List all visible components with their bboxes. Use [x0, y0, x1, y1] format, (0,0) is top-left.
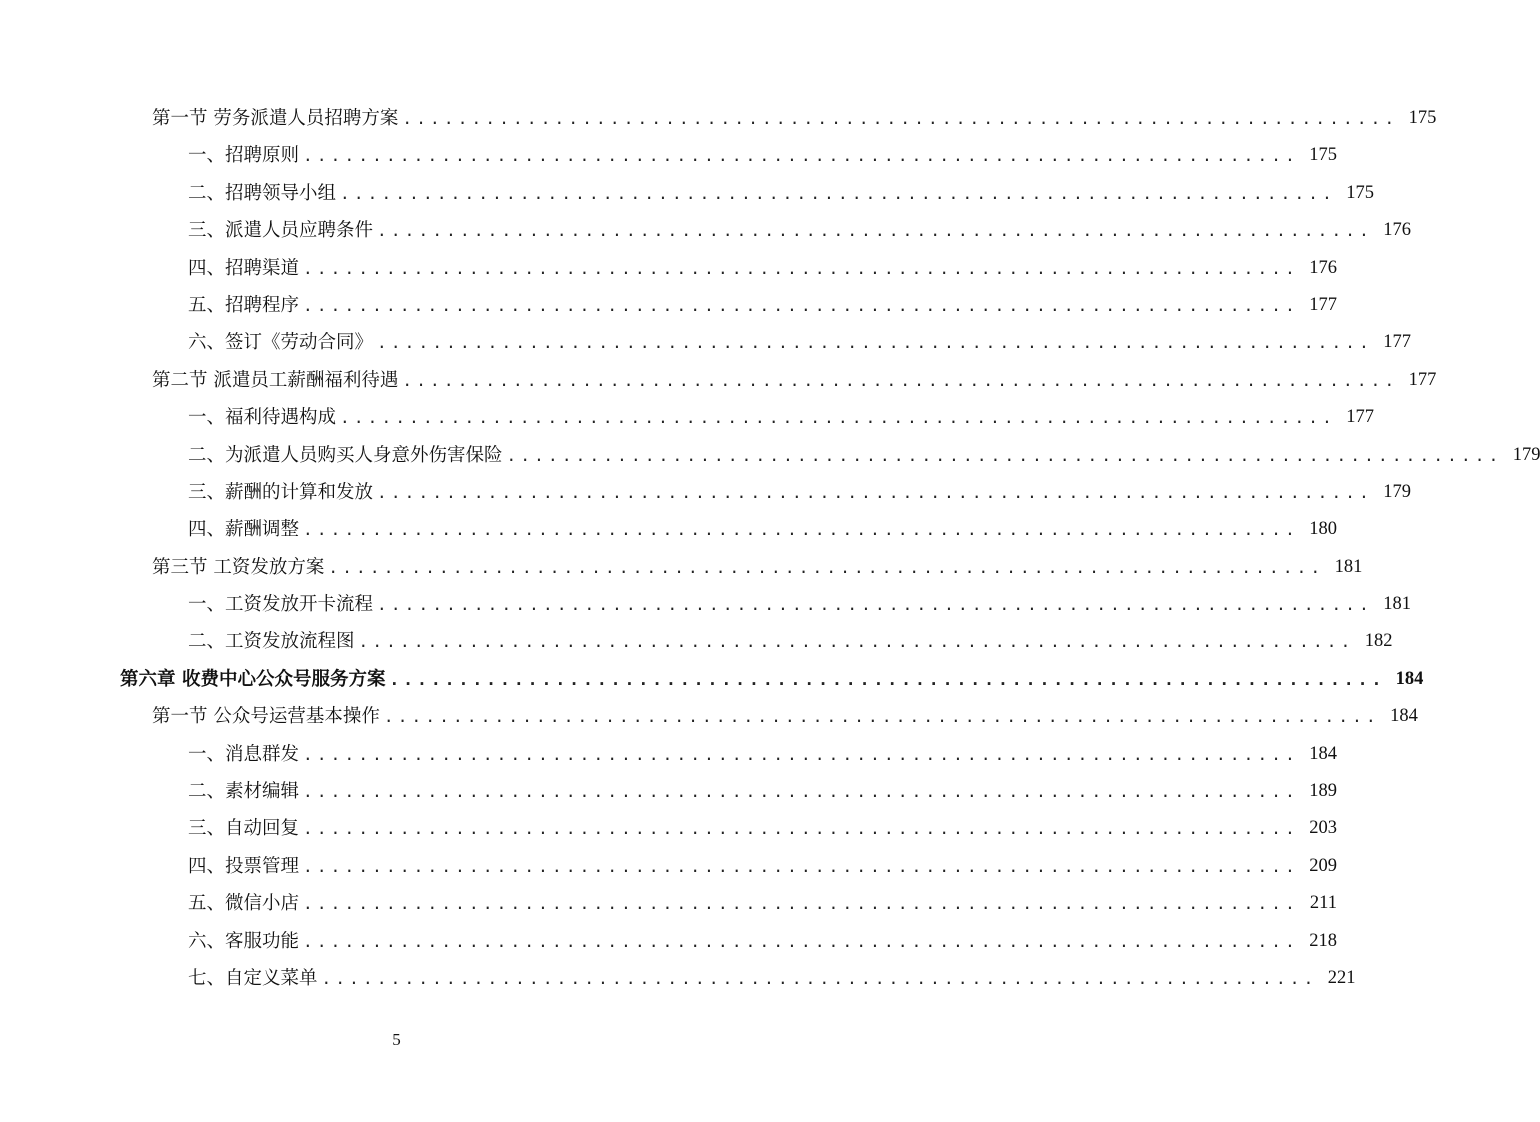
toc-entry[interactable] — [0, 623, 1393, 660]
toc-entry-page: 181 — [1334, 556, 1363, 577]
toc-entry-page: 179 — [1512, 444, 1540, 465]
toc-leader-dots: ........................................................................ — [340, 183, 1336, 203]
toc-entry[interactable] — [0, 885, 1337, 922]
toc-entry-title: 二、工资发放流程图 — [188, 631, 355, 653]
toc-entry-page: 175 — [1408, 108, 1437, 128]
toc-leader-dots: ........................................................................ — [377, 221, 1373, 241]
toc-entry[interactable] — [0, 437, 1540, 474]
toc-entry-title: 二、素材编辑 — [188, 781, 300, 803]
toc-entry-title: 三、自动回复 — [188, 818, 300, 840]
toc-entry-page: 179 — [1383, 481, 1411, 502]
toc-entry-title: 第三节 工资发放方案 — [152, 556, 325, 578]
toc-entry-page: 184 — [1390, 706, 1418, 727]
toc-entry-page: 184 — [1395, 668, 1424, 689]
toc-entry-title: 二、招聘领导小组 — [188, 182, 337, 204]
toc-entry-page: 184 — [1309, 743, 1337, 764]
toc-entry[interactable] — [0, 736, 1337, 773]
toc-leader-dots: ........................................................................ — [377, 482, 1373, 502]
toc-entry-title: 第一节 劳务派遣人员招聘方案 — [152, 108, 399, 129]
toc-entry-page: 211 — [1309, 893, 1337, 914]
toc-entry-page: 177 — [1346, 407, 1374, 428]
toc-leader-dots: ........................................................................ — [303, 856, 1299, 876]
toc-leader-dots: ........................................................................ — [328, 557, 1325, 577]
toc-entry-title: 六、客服功能 — [188, 930, 300, 952]
toc-entry-title: 三、派遣人员应聘条件 — [188, 220, 374, 242]
table-of-contents — [0, 100, 1540, 997]
toc-entry-page: 176 — [1309, 257, 1337, 278]
toc-entry-page: 175 — [1309, 145, 1337, 166]
toc-entry-title: 四、投票管理 — [188, 855, 300, 877]
toc-entry-title: 五、招聘程序 — [188, 294, 300, 316]
toc-entry[interactable] — [0, 137, 1337, 174]
toc-entry-title: 七、自定义菜单 — [188, 967, 318, 989]
toc-entry-page: 182 — [1364, 631, 1393, 652]
toc-leader-dots: ........................................................................ — [303, 146, 1299, 166]
toc-entry-title: 一、工资发放开卡流程 — [188, 594, 374, 616]
toc-entry[interactable] — [0, 773, 1337, 810]
toc-entry-page: 221 — [1327, 967, 1356, 988]
toc-entry[interactable] — [0, 923, 1337, 960]
toc-leader-dots: ........................................................................ — [383, 707, 1380, 727]
toc-leader-dots: ........................................................................ — [377, 333, 1373, 353]
toc-entry[interactable] — [0, 586, 1411, 623]
page-number: 5 — [392, 1030, 401, 1049]
toc-entry[interactable] — [0, 698, 1418, 735]
toc-leader-dots: ........................................................................ — [358, 632, 1355, 652]
toc-entry-title: 四、薪酬调整 — [188, 519, 300, 541]
toc-entry-page: 176 — [1383, 220, 1411, 241]
toc-entry[interactable] — [0, 399, 1374, 436]
toc-leader-dots: ........................................................................ — [303, 295, 1299, 315]
toc-leader-dots: ........................................................................ — [506, 445, 1503, 465]
toc-entry[interactable] — [0, 362, 1437, 399]
toc-entry-page: 177 — [1383, 332, 1411, 353]
toc-entry-title: 第六章 收费中心公众号服务方案 — [120, 668, 386, 690]
toc-leader-dots: ........................................................................ — [303, 819, 1299, 839]
toc-leader-dots: ........................................................................ — [402, 370, 1399, 390]
toc-leader-dots: ........................................................................ — [303, 258, 1299, 278]
toc-leader-dots: ........................................................................ — [303, 520, 1299, 540]
toc-entry[interactable] — [0, 549, 1363, 586]
toc-leader-dots: ........................................................................ — [303, 744, 1299, 764]
toc-entry[interactable] — [0, 175, 1374, 212]
toc-leader-dots: ........................................................................ — [303, 782, 1299, 802]
toc-leader-dots: ........................................................................ — [303, 894, 1299, 914]
toc-entry[interactable] — [0, 287, 1337, 324]
toc-entry[interactable] — [0, 100, 1437, 137]
toc-entry-title: 三、薪酬的计算和发放 — [188, 481, 374, 503]
toc-entry-title: 四、招聘渠道 — [188, 257, 300, 279]
toc-entry-title: 第一节 公众号运营基本操作 — [152, 706, 380, 728]
toc-entry-page: 209 — [1309, 855, 1337, 876]
toc-entry-page: 177 — [1408, 369, 1437, 390]
toc-entry-page: 175 — [1346, 182, 1374, 203]
toc-leader-dots: ........................................................................ — [377, 595, 1373, 615]
toc-entry-page: 189 — [1309, 781, 1337, 802]
toc-entry[interactable] — [0, 250, 1337, 287]
toc-entry[interactable] — [0, 810, 1337, 847]
toc-entry-page: 180 — [1309, 519, 1337, 540]
toc-entry[interactable] — [0, 511, 1337, 548]
toc-entry-page: 203 — [1309, 818, 1337, 839]
toc-entry-title: 一、招聘原则 — [188, 145, 300, 167]
toc-entry-title: 五、微信小店 — [188, 893, 300, 915]
toc-entry[interactable] — [0, 474, 1411, 511]
toc-leader-dots: ........................................................................ — [321, 968, 1318, 988]
toc-chapter-entry[interactable] — [0, 661, 1424, 698]
toc-entry-title: 第二节 派遣员工薪酬福利待遇 — [152, 369, 399, 391]
toc-entry[interactable] — [0, 212, 1411, 249]
toc-entry-title: 一、消息群发 — [188, 743, 300, 765]
toc-entry[interactable] — [0, 960, 1356, 997]
toc-entry-title: 六、签订《劳动合同》 — [188, 332, 374, 354]
toc-leader-dots: ........................................................................ — [402, 109, 1399, 128]
toc-entry-page: 177 — [1309, 294, 1337, 315]
toc-entry[interactable] — [0, 848, 1337, 885]
toc-leader-dots: ........................................................................ — [389, 669, 1386, 689]
toc-leader-dots: ........................................................................ — [340, 408, 1336, 428]
toc-entry-title: 一、福利待遇构成 — [188, 407, 337, 429]
toc-entry-page: 181 — [1383, 594, 1411, 615]
toc-entry-page: 218 — [1309, 930, 1337, 951]
toc-entry[interactable] — [0, 324, 1411, 361]
toc-entry-title: 二、为派遣人员购买人身意外伤害保险 — [188, 444, 503, 466]
toc-leader-dots: ........................................................................ — [303, 931, 1299, 951]
